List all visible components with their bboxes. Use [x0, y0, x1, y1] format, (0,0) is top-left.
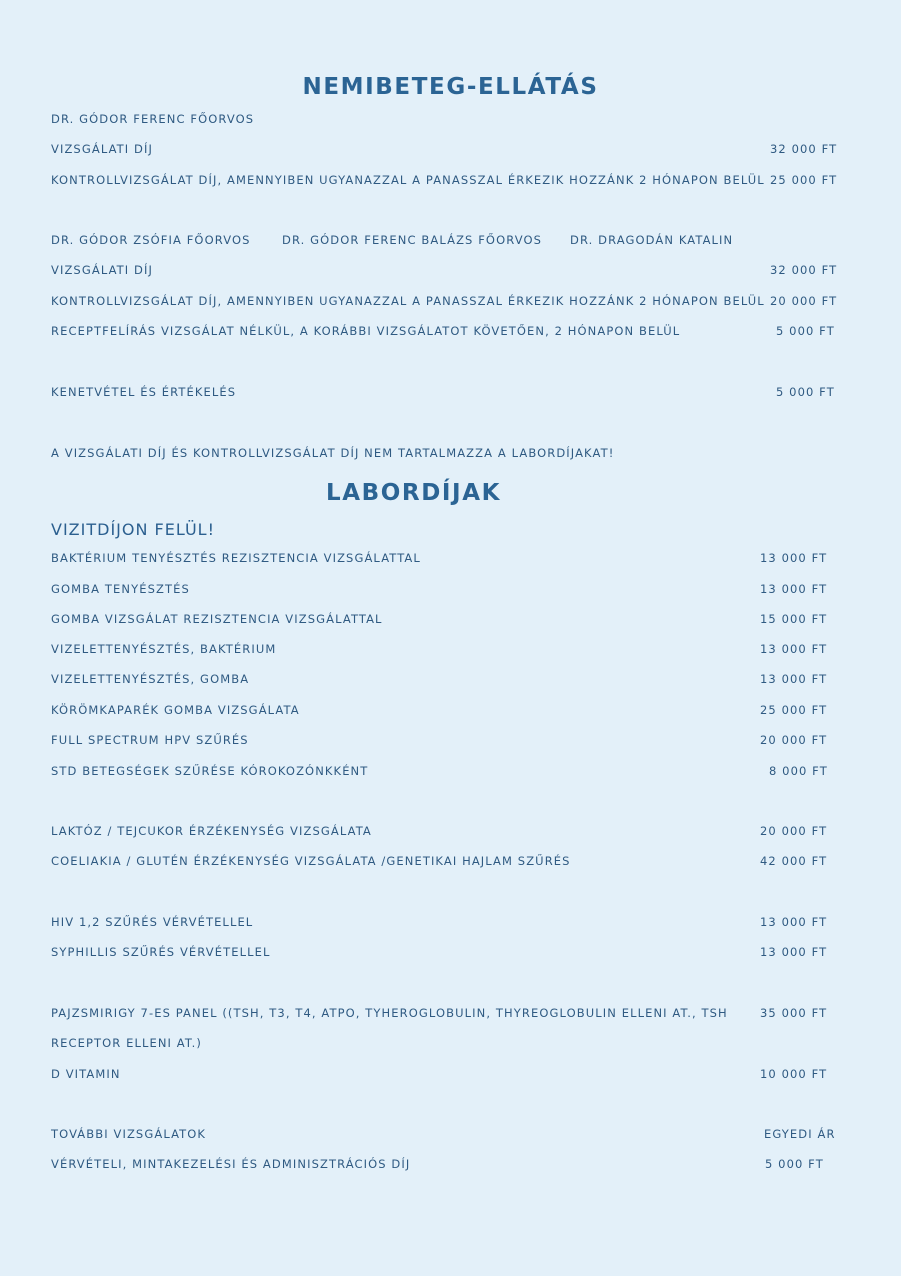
item-price: 20 000 FT	[760, 824, 828, 838]
item-price: 25 000 FT	[770, 173, 838, 187]
item-label: VÉRVÉTELI, MINTAKEZELÉSI ÉS ADMINISZTRÁCIÓS DÍJ	[51, 1157, 411, 1171]
item-price: 13 000 FT	[760, 945, 828, 959]
item-price: 10 000 FT	[760, 1067, 828, 1081]
doctor-name: DR. GÓDOR FERENC BALÁZS FŐORVOS	[282, 233, 543, 247]
item-label: VIZSGÁLATI DÍJ	[51, 263, 153, 277]
item-price: 13 000 FT	[760, 582, 828, 596]
item-label-continued: RECEPTOR ELLENI AT.)	[51, 1036, 202, 1050]
item-price: 25 000 FT	[760, 703, 828, 717]
item-label: TOVÁBBI VIZSGÁLATOK	[51, 1127, 207, 1141]
item-label: VIZSGÁLATI DÍJ	[51, 142, 153, 156]
item-label: D VITAMIN	[51, 1067, 121, 1081]
item-label: LAKTÓZ / TEJCUKOR ÉRZÉKENYSÉG VIZSGÁLATA	[51, 824, 372, 838]
lab-fee-note: A VIZSGÁLATI DÍJ ÉS KONTROLLVIZSGÁLAT DÍJ NEM TARTALMAZZA A LABORDÍJAKAT!	[51, 446, 615, 460]
doctor-name: DR. GÓDOR FERENC FŐORVOS	[51, 112, 255, 126]
item-label: VIZELETTENYÉSZTÉS, GOMBA	[51, 672, 250, 686]
item-label: KONTROLLVIZSGÁLAT DÍJ, AMENNYIBEN UGYANAZZAL A PANASSZAL ÉRKEZIK HOZZÁNK 2 HÓNAPON BELÜL	[51, 294, 765, 308]
item-price: 8 000 FT	[769, 764, 828, 778]
item-price: 13 000 FT	[760, 642, 828, 656]
section-title-nemibeteg: NEMIBETEG-ELLÁTÁS	[302, 74, 599, 100]
item-price: 5 000 FT	[765, 1157, 824, 1171]
item-label: VIZELETTENYÉSZTÉS, BAKTÉRIUM	[51, 642, 277, 656]
item-label: COELIAKIA / GLUTÉN ÉRZÉKENYSÉG VIZSGÁLATA /GENETIKAI HAJLAM SZŰRÉS	[51, 854, 571, 868]
item-label: BAKTÉRIUM TENYÉSZTÉS REZISZTENCIA VIZSGÁLATTAL	[51, 551, 421, 565]
doctor-name: DR. GÓDOR ZSÓFIA FŐORVOS	[51, 233, 251, 247]
item-price: 13 000 FT	[760, 672, 828, 686]
item-label: GOMBA TENYÉSZTÉS	[51, 582, 190, 596]
item-label: KÖRÖMKAPARÉK GOMBA VIZSGÁLATA	[51, 703, 300, 717]
item-label: FULL SPECTRUM HPV SZŰRÉS	[51, 733, 249, 747]
item-price: 20 000 FT	[760, 733, 828, 747]
item-price: 5 000 FT	[776, 385, 835, 399]
item-price: 35 000 FT	[760, 1006, 828, 1020]
item-price: 13 000 FT	[760, 551, 828, 565]
doctor-name: DR. DRAGODÁN KATALIN	[570, 233, 734, 247]
item-price: 32 000 FT	[770, 142, 838, 156]
section-subtitle: VIZITDÍJON FELÜL!	[51, 520, 215, 539]
item-label: STD BETEGSÉGEK SZŰRÉSE KÓROKOZÓNKKÉNT	[51, 764, 369, 778]
item-price: 15 000 FT	[760, 612, 828, 626]
item-label: KONTROLLVIZSGÁLAT DÍJ, AMENNYIBEN UGYANAZZAL A PANASSZAL ÉRKEZIK HOZZÁNK 2 HÓNAPON BELÜL	[51, 173, 765, 187]
item-price: 20 000 FT	[770, 294, 838, 308]
item-label: PAJZSMIRIGY 7-ES PANEL ((TSH, T3, T4, ATPO, TYHEROGLOBULIN, THYREOGLOBULIN ELLENI AT., TSH	[51, 1006, 728, 1020]
item-label: KENETVÉTEL ÉS ÉRTÉKELÉS	[51, 385, 237, 399]
item-label: GOMBA VIZSGÁLAT REZISZTENCIA VIZSGÁLATTAL	[51, 612, 383, 626]
item-price: 5 000 FT	[776, 324, 835, 338]
item-price: 32 000 FT	[770, 263, 838, 277]
item-label: HIV 1,2 SZŰRÉS VÉRVÉTELLEL	[51, 915, 254, 929]
item-price: EGYEDI ÁR	[764, 1127, 836, 1141]
item-price: 13 000 FT	[760, 915, 828, 929]
item-label: RECEPTFELÍRÁS VIZSGÁLAT NÉLKÜL, A KORÁBBI VIZSGÁLATOT KÖVETŐEN, 2 HÓNAPON BELÜL	[51, 324, 681, 338]
item-label: SYPHILLIS SZŰRÉS VÉRVÉTELLEL	[51, 945, 271, 959]
item-price: 42 000 FT	[760, 854, 828, 868]
section-title-labordijak: LABORDÍJAK	[325, 480, 502, 506]
